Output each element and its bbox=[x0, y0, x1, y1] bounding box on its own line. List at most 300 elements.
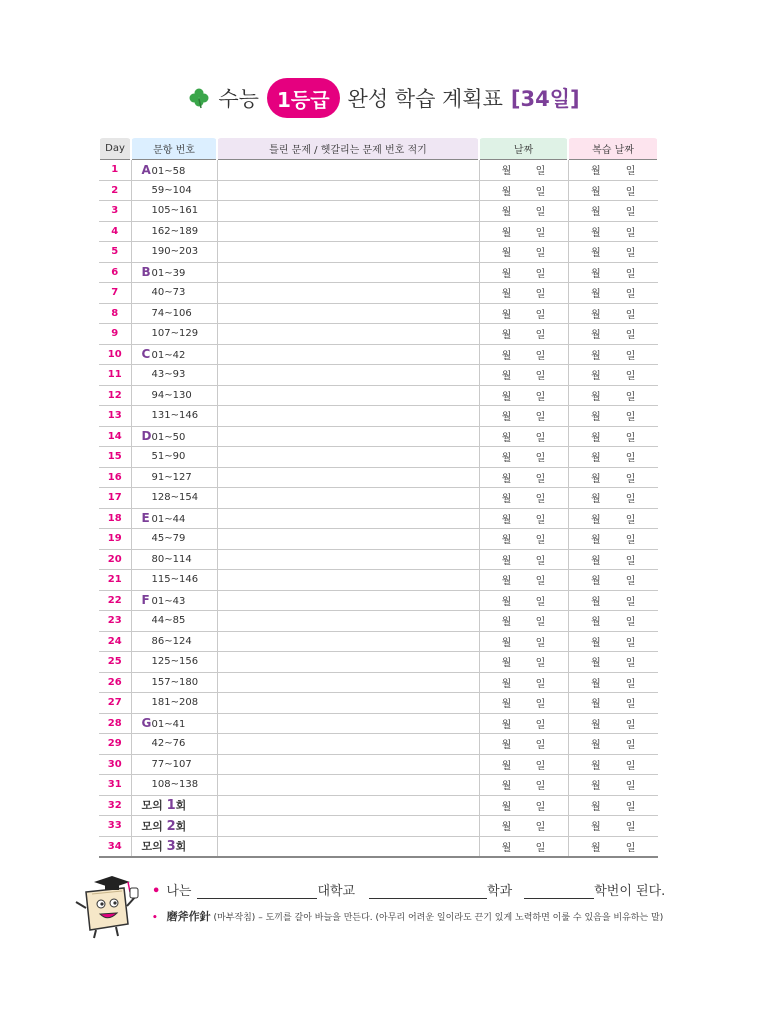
header-day: Day bbox=[99, 138, 131, 160]
review-date-cell[interactable] bbox=[568, 303, 658, 324]
day-label: 일 bbox=[625, 781, 636, 793]
wrong-answers-cell[interactable] bbox=[217, 201, 479, 222]
department-blank[interactable] bbox=[369, 884, 487, 899]
review-date-cell[interactable] bbox=[568, 324, 658, 345]
day-label: 일 bbox=[625, 207, 636, 219]
day-number: 33 bbox=[99, 816, 131, 837]
section-letter: C bbox=[141, 347, 151, 362]
wrong-answers-cell[interactable] bbox=[217, 631, 479, 652]
day-number: 4 bbox=[99, 221, 131, 242]
title-prefix: 수능 bbox=[218, 87, 259, 111]
date-cell[interactable] bbox=[479, 693, 568, 714]
wrong-answers-cell[interactable] bbox=[217, 488, 479, 509]
month-label: 월 bbox=[501, 166, 512, 178]
date-cell[interactable] bbox=[479, 344, 568, 365]
table-row bbox=[99, 652, 658, 673]
wrong-answers-cell[interactable] bbox=[217, 180, 479, 201]
range-text: 40~73 bbox=[151, 287, 186, 299]
date-cell[interactable] bbox=[479, 467, 568, 488]
month-label: 월 bbox=[591, 555, 601, 567]
day-label: 일 bbox=[535, 576, 546, 588]
date-cell[interactable] bbox=[479, 611, 568, 632]
range-text: 94~130 bbox=[151, 389, 192, 401]
review-date-cell[interactable] bbox=[568, 672, 658, 693]
wrong-answers-cell[interactable] bbox=[217, 344, 479, 365]
question-range bbox=[131, 570, 217, 591]
day-label: 일 bbox=[625, 371, 636, 383]
review-date-cell[interactable] bbox=[568, 590, 658, 611]
clover-icon bbox=[188, 87, 210, 109]
range-text: 59~104 bbox=[151, 184, 192, 196]
month-label: 월 bbox=[591, 350, 601, 362]
mock-suffix: 회 bbox=[175, 840, 187, 854]
wrong-answers-cell[interactable] bbox=[217, 549, 479, 570]
range-text: 181~208 bbox=[151, 697, 199, 709]
review-date-cell[interactable] bbox=[568, 693, 658, 714]
day-label: 일 bbox=[625, 555, 636, 567]
study-plan-table bbox=[98, 138, 659, 858]
day-label: 일 bbox=[625, 289, 636, 301]
day-label: 일 bbox=[535, 801, 546, 813]
header-wrong: 틀린 문제 / 헷갈리는 문제 번호 적기 bbox=[217, 138, 479, 160]
date-cell[interactable] bbox=[479, 508, 568, 529]
date-cell[interactable] bbox=[479, 795, 568, 816]
question-range bbox=[131, 652, 217, 673]
day-label: 일 bbox=[535, 207, 546, 219]
day-label: 일 bbox=[535, 412, 546, 424]
goal-line bbox=[152, 880, 665, 899]
month-label: 월 bbox=[501, 760, 512, 772]
day-label: 일 bbox=[535, 596, 546, 608]
question-range bbox=[131, 447, 217, 468]
review-date-cell[interactable] bbox=[568, 201, 658, 222]
review-date-cell[interactable] bbox=[568, 180, 658, 201]
month-label: 월 bbox=[591, 207, 601, 219]
grade-badge: 1등급 bbox=[267, 78, 340, 118]
question-range bbox=[131, 549, 217, 570]
range-text: 45~79 bbox=[151, 533, 186, 545]
date-cell[interactable] bbox=[479, 590, 568, 611]
day-number: 16 bbox=[99, 467, 131, 488]
range-text: 125~156 bbox=[151, 656, 199, 668]
table-row bbox=[99, 713, 658, 734]
review-date-cell[interactable] bbox=[568, 385, 658, 406]
wrong-answers-cell[interactable] bbox=[217, 734, 479, 755]
day-label: 일 bbox=[535, 740, 546, 752]
day-number: 20 bbox=[99, 549, 131, 570]
question-range bbox=[131, 160, 217, 181]
wrong-answers-cell[interactable] bbox=[217, 693, 479, 714]
section-letter: D bbox=[141, 429, 152, 444]
date-cell[interactable] bbox=[479, 201, 568, 222]
date-cell[interactable] bbox=[479, 180, 568, 201]
day-label: 일 bbox=[535, 350, 546, 362]
wrong-answers-cell[interactable] bbox=[217, 447, 479, 468]
question-range bbox=[131, 795, 217, 816]
table-row bbox=[99, 549, 658, 570]
month-label: 월 bbox=[591, 740, 601, 752]
date-cell[interactable] bbox=[479, 406, 568, 427]
month-label: 월 bbox=[591, 842, 601, 854]
title-main: 완성 학습 계획표 bbox=[347, 87, 503, 111]
section-letter: G bbox=[141, 716, 152, 731]
day-label: 일 bbox=[625, 740, 636, 752]
question-range bbox=[131, 201, 217, 222]
question-range bbox=[131, 283, 217, 304]
bullet-icon: • bbox=[152, 884, 161, 899]
day-label: 일 bbox=[625, 268, 636, 280]
day-label: 일 bbox=[535, 555, 546, 567]
day-label: 일 bbox=[625, 227, 636, 239]
range-text: 51~90 bbox=[151, 451, 186, 463]
month-label: 월 bbox=[501, 494, 512, 506]
date-cell[interactable] bbox=[479, 365, 568, 386]
review-date-cell[interactable] bbox=[568, 754, 658, 775]
day-label: 일 bbox=[625, 391, 636, 403]
title-days: [34일] bbox=[510, 87, 580, 111]
day-label: 일 bbox=[535, 514, 546, 526]
day-label: 일 bbox=[535, 781, 546, 793]
wrong-answers-cell[interactable] bbox=[217, 406, 479, 427]
wrong-answers-cell[interactable] bbox=[217, 775, 479, 796]
month-label: 월 bbox=[591, 822, 601, 834]
date-cell[interactable] bbox=[479, 221, 568, 242]
question-range bbox=[131, 611, 217, 632]
day-label: 일 bbox=[625, 473, 636, 485]
date-cell[interactable] bbox=[479, 549, 568, 570]
mock-suffix: 회 bbox=[175, 799, 187, 813]
review-date-cell[interactable] bbox=[568, 365, 658, 386]
question-range bbox=[131, 488, 217, 509]
review-date-cell[interactable] bbox=[568, 447, 658, 468]
day-number: 26 bbox=[99, 672, 131, 693]
table-row bbox=[99, 734, 658, 755]
review-date-cell[interactable] bbox=[568, 652, 658, 673]
day-number: 25 bbox=[99, 652, 131, 673]
date-cell[interactable] bbox=[479, 324, 568, 345]
date-cell[interactable] bbox=[479, 385, 568, 406]
day-label: 일 bbox=[625, 637, 636, 649]
wrong-answers-cell[interactable] bbox=[217, 385, 479, 406]
month-label: 월 bbox=[501, 781, 512, 793]
wrong-answers-cell[interactable] bbox=[217, 713, 479, 734]
mock-suffix: 회 bbox=[175, 819, 187, 833]
range-text: 86~124 bbox=[151, 635, 192, 647]
month-label: 월 bbox=[591, 186, 601, 198]
month-label: 월 bbox=[501, 658, 512, 670]
table-row bbox=[99, 754, 658, 775]
day-label: 일 bbox=[535, 699, 546, 711]
header-date: 날짜 bbox=[479, 138, 568, 160]
question-range bbox=[131, 262, 217, 283]
month-label: 월 bbox=[501, 740, 512, 752]
month-label: 월 bbox=[501, 637, 512, 649]
date-cell[interactable] bbox=[479, 816, 568, 837]
range-text: 105~161 bbox=[151, 205, 199, 217]
wrong-answers-cell[interactable] bbox=[217, 283, 479, 304]
month-label: 월 bbox=[591, 719, 601, 731]
section-letter: F bbox=[141, 593, 150, 608]
day-label: 일 bbox=[625, 842, 636, 854]
day-label: 일 bbox=[625, 535, 636, 547]
day-label: 일 bbox=[625, 494, 636, 506]
review-date-cell[interactable] bbox=[568, 488, 658, 509]
range-text: 01~58 bbox=[151, 165, 186, 177]
question-range bbox=[131, 836, 217, 857]
day-number: 28 bbox=[99, 713, 131, 734]
mock-prefix: 모의 bbox=[141, 819, 163, 833]
goal-department: 학과 bbox=[487, 884, 513, 899]
day-number: 13 bbox=[99, 406, 131, 427]
day-label: 일 bbox=[535, 289, 546, 301]
date-cell[interactable] bbox=[479, 734, 568, 755]
month-label: 월 bbox=[591, 432, 601, 444]
header-number: 문항 번호 bbox=[131, 138, 217, 160]
wrong-answers-cell[interactable] bbox=[217, 590, 479, 611]
day-label: 일 bbox=[625, 350, 636, 362]
question-range bbox=[131, 816, 217, 837]
review-date-cell[interactable] bbox=[568, 775, 658, 796]
day-label: 일 bbox=[625, 576, 636, 588]
question-range bbox=[131, 672, 217, 693]
question-range bbox=[131, 508, 217, 529]
day-label: 일 bbox=[535, 535, 546, 547]
date-cell[interactable] bbox=[479, 242, 568, 263]
question-range bbox=[131, 180, 217, 201]
day-number: 6 bbox=[99, 262, 131, 283]
date-cell[interactable] bbox=[479, 672, 568, 693]
student-id-blank[interactable] bbox=[524, 884, 594, 899]
wrong-answers-cell[interactable] bbox=[217, 652, 479, 673]
wrong-answers-cell[interactable] bbox=[217, 754, 479, 775]
review-date-cell[interactable] bbox=[568, 242, 658, 263]
date-cell[interactable] bbox=[479, 303, 568, 324]
wrong-answers-cell[interactable] bbox=[217, 508, 479, 529]
day-label: 일 bbox=[625, 186, 636, 198]
date-cell[interactable] bbox=[479, 426, 568, 447]
month-label: 월 bbox=[501, 576, 512, 588]
wrong-answers-cell[interactable] bbox=[217, 795, 479, 816]
day-number: 12 bbox=[99, 385, 131, 406]
date-cell[interactable] bbox=[479, 488, 568, 509]
review-date-cell[interactable] bbox=[568, 570, 658, 591]
month-label: 월 bbox=[591, 699, 601, 711]
month-label: 월 bbox=[591, 391, 601, 403]
review-date-cell[interactable] bbox=[568, 426, 658, 447]
day-label: 일 bbox=[535, 822, 546, 834]
month-label: 월 bbox=[591, 166, 601, 178]
day-number: 18 bbox=[99, 508, 131, 529]
proverb-text: – 도끼를 갈아 바늘을 만든다. (아무리 어려운 일이라도 끈기 있게 노력하면 이룰 수 있음을 비유하는 말) bbox=[258, 913, 664, 923]
date-cell[interactable] bbox=[479, 283, 568, 304]
question-range bbox=[131, 221, 217, 242]
review-date-cell[interactable] bbox=[568, 221, 658, 242]
day-label: 일 bbox=[535, 473, 546, 485]
section-letter: B bbox=[141, 265, 151, 280]
range-text: 01~39 bbox=[151, 268, 186, 280]
mascot-book-icon bbox=[72, 872, 140, 940]
month-label: 월 bbox=[591, 473, 601, 485]
day-label: 일 bbox=[535, 637, 546, 649]
month-label: 월 bbox=[501, 350, 512, 362]
day-number: 27 bbox=[99, 693, 131, 714]
mock-prefix: 모의 bbox=[141, 840, 163, 854]
date-cell[interactable] bbox=[479, 754, 568, 775]
day-label: 일 bbox=[625, 514, 636, 526]
wrong-answers-cell[interactable] bbox=[217, 324, 479, 345]
day-label: 일 bbox=[535, 760, 546, 772]
wrong-answers-cell[interactable] bbox=[217, 672, 479, 693]
month-label: 월 bbox=[591, 514, 601, 526]
wrong-answers-cell[interactable] bbox=[217, 836, 479, 857]
wrong-answers-cell[interactable] bbox=[217, 365, 479, 386]
wrong-answers-cell[interactable] bbox=[217, 242, 479, 263]
day-number: 19 bbox=[99, 529, 131, 550]
question-range bbox=[131, 734, 217, 755]
table-row bbox=[99, 488, 658, 509]
day-number: 34 bbox=[99, 836, 131, 857]
review-date-cell[interactable] bbox=[568, 631, 658, 652]
table-row bbox=[99, 590, 658, 611]
month-label: 월 bbox=[501, 248, 512, 260]
wrong-answers-cell[interactable] bbox=[217, 467, 479, 488]
wrong-answers-cell[interactable] bbox=[217, 570, 479, 591]
day-label: 일 bbox=[535, 309, 546, 321]
bullet-icon: • bbox=[152, 913, 158, 923]
month-label: 월 bbox=[591, 801, 601, 813]
review-date-cell[interactable] bbox=[568, 713, 658, 734]
review-date-cell[interactable] bbox=[568, 816, 658, 837]
day-label: 일 bbox=[625, 699, 636, 711]
day-label: 일 bbox=[535, 391, 546, 403]
table-row bbox=[99, 775, 658, 796]
proverb-reading: (마부작침) bbox=[213, 913, 256, 923]
wrong-answers-cell[interactable] bbox=[217, 816, 479, 837]
review-date-cell[interactable] bbox=[568, 406, 658, 427]
day-label: 일 bbox=[625, 166, 636, 178]
date-cell[interactable] bbox=[479, 713, 568, 734]
day-number: 10 bbox=[99, 344, 131, 365]
question-range bbox=[131, 426, 217, 447]
day-number: 5 bbox=[99, 242, 131, 263]
day-number: 11 bbox=[99, 365, 131, 386]
table-row bbox=[99, 180, 658, 201]
range-text: 108~138 bbox=[151, 779, 199, 791]
month-label: 월 bbox=[591, 453, 601, 465]
day-label: 일 bbox=[535, 268, 546, 280]
university-blank[interactable] bbox=[197, 884, 317, 899]
month-label: 월 bbox=[501, 432, 512, 444]
review-date-cell[interactable] bbox=[568, 344, 658, 365]
day-number: 17 bbox=[99, 488, 131, 509]
day-label: 일 bbox=[625, 309, 636, 321]
range-text: 01~43 bbox=[151, 596, 186, 608]
day-label: 일 bbox=[535, 227, 546, 239]
month-label: 월 bbox=[501, 330, 512, 342]
date-cell[interactable] bbox=[479, 775, 568, 796]
wrong-answers-cell[interactable] bbox=[217, 262, 479, 283]
wrong-answers-cell[interactable] bbox=[217, 426, 479, 447]
question-range bbox=[131, 406, 217, 427]
month-label: 월 bbox=[591, 289, 601, 301]
wrong-answers-cell[interactable] bbox=[217, 529, 479, 550]
month-label: 월 bbox=[591, 535, 601, 547]
month-label: 월 bbox=[501, 473, 512, 485]
review-date-cell[interactable] bbox=[568, 611, 658, 632]
day-label: 일 bbox=[625, 412, 636, 424]
month-label: 월 bbox=[501, 514, 512, 526]
review-date-cell[interactable] bbox=[568, 549, 658, 570]
month-label: 월 bbox=[591, 617, 601, 629]
mock-number: 2 bbox=[166, 818, 176, 834]
date-cell[interactable] bbox=[479, 447, 568, 468]
review-date-cell[interactable] bbox=[568, 467, 658, 488]
range-text: 01~50 bbox=[151, 432, 186, 444]
wrong-answers-cell[interactable] bbox=[217, 221, 479, 242]
range-text: 91~127 bbox=[151, 471, 192, 483]
review-date-cell[interactable] bbox=[568, 508, 658, 529]
review-date-cell[interactable] bbox=[568, 283, 658, 304]
question-range bbox=[131, 344, 217, 365]
day-number: 22 bbox=[99, 590, 131, 611]
table-row bbox=[99, 631, 658, 652]
review-date-cell[interactable] bbox=[568, 529, 658, 550]
mock-number: 1 bbox=[166, 798, 176, 814]
wrong-answers-cell[interactable] bbox=[217, 611, 479, 632]
month-label: 월 bbox=[501, 535, 512, 547]
day-number: 2 bbox=[99, 180, 131, 201]
date-cell[interactable] bbox=[479, 631, 568, 652]
review-date-cell[interactable] bbox=[568, 262, 658, 283]
table-row bbox=[99, 467, 658, 488]
range-text: 42~76 bbox=[151, 738, 186, 750]
range-text: 80~114 bbox=[151, 553, 192, 565]
table-row bbox=[99, 447, 658, 468]
table-row bbox=[99, 221, 658, 242]
range-text: 128~154 bbox=[151, 492, 199, 504]
date-cell[interactable] bbox=[479, 160, 568, 181]
review-date-cell[interactable] bbox=[568, 795, 658, 816]
proverb-line bbox=[152, 908, 663, 924]
wrong-answers-cell[interactable] bbox=[217, 160, 479, 181]
month-label: 월 bbox=[591, 268, 601, 280]
date-cell[interactable] bbox=[479, 262, 568, 283]
date-cell[interactable] bbox=[479, 570, 568, 591]
review-date-cell[interactable] bbox=[568, 160, 658, 181]
wrong-answers-cell[interactable] bbox=[217, 303, 479, 324]
date-cell[interactable] bbox=[479, 836, 568, 857]
day-label: 일 bbox=[535, 248, 546, 260]
day-label: 일 bbox=[625, 822, 636, 834]
day-label: 일 bbox=[535, 617, 546, 629]
day-label: 일 bbox=[625, 432, 636, 444]
day-number: 14 bbox=[99, 426, 131, 447]
review-date-cell[interactable] bbox=[568, 836, 658, 857]
day-number: 3 bbox=[99, 201, 131, 222]
month-label: 월 bbox=[501, 822, 512, 834]
date-cell[interactable] bbox=[479, 529, 568, 550]
range-text: 74~106 bbox=[151, 307, 192, 319]
day-label: 일 bbox=[535, 494, 546, 506]
month-label: 월 bbox=[501, 801, 512, 813]
day-number: 7 bbox=[99, 283, 131, 304]
date-cell[interactable] bbox=[479, 652, 568, 673]
day-number: 32 bbox=[99, 795, 131, 816]
header-review: 복습 날짜 bbox=[568, 138, 658, 160]
review-date-cell[interactable] bbox=[568, 734, 658, 755]
range-text: 01~42 bbox=[151, 350, 186, 362]
day-label: 일 bbox=[625, 453, 636, 465]
